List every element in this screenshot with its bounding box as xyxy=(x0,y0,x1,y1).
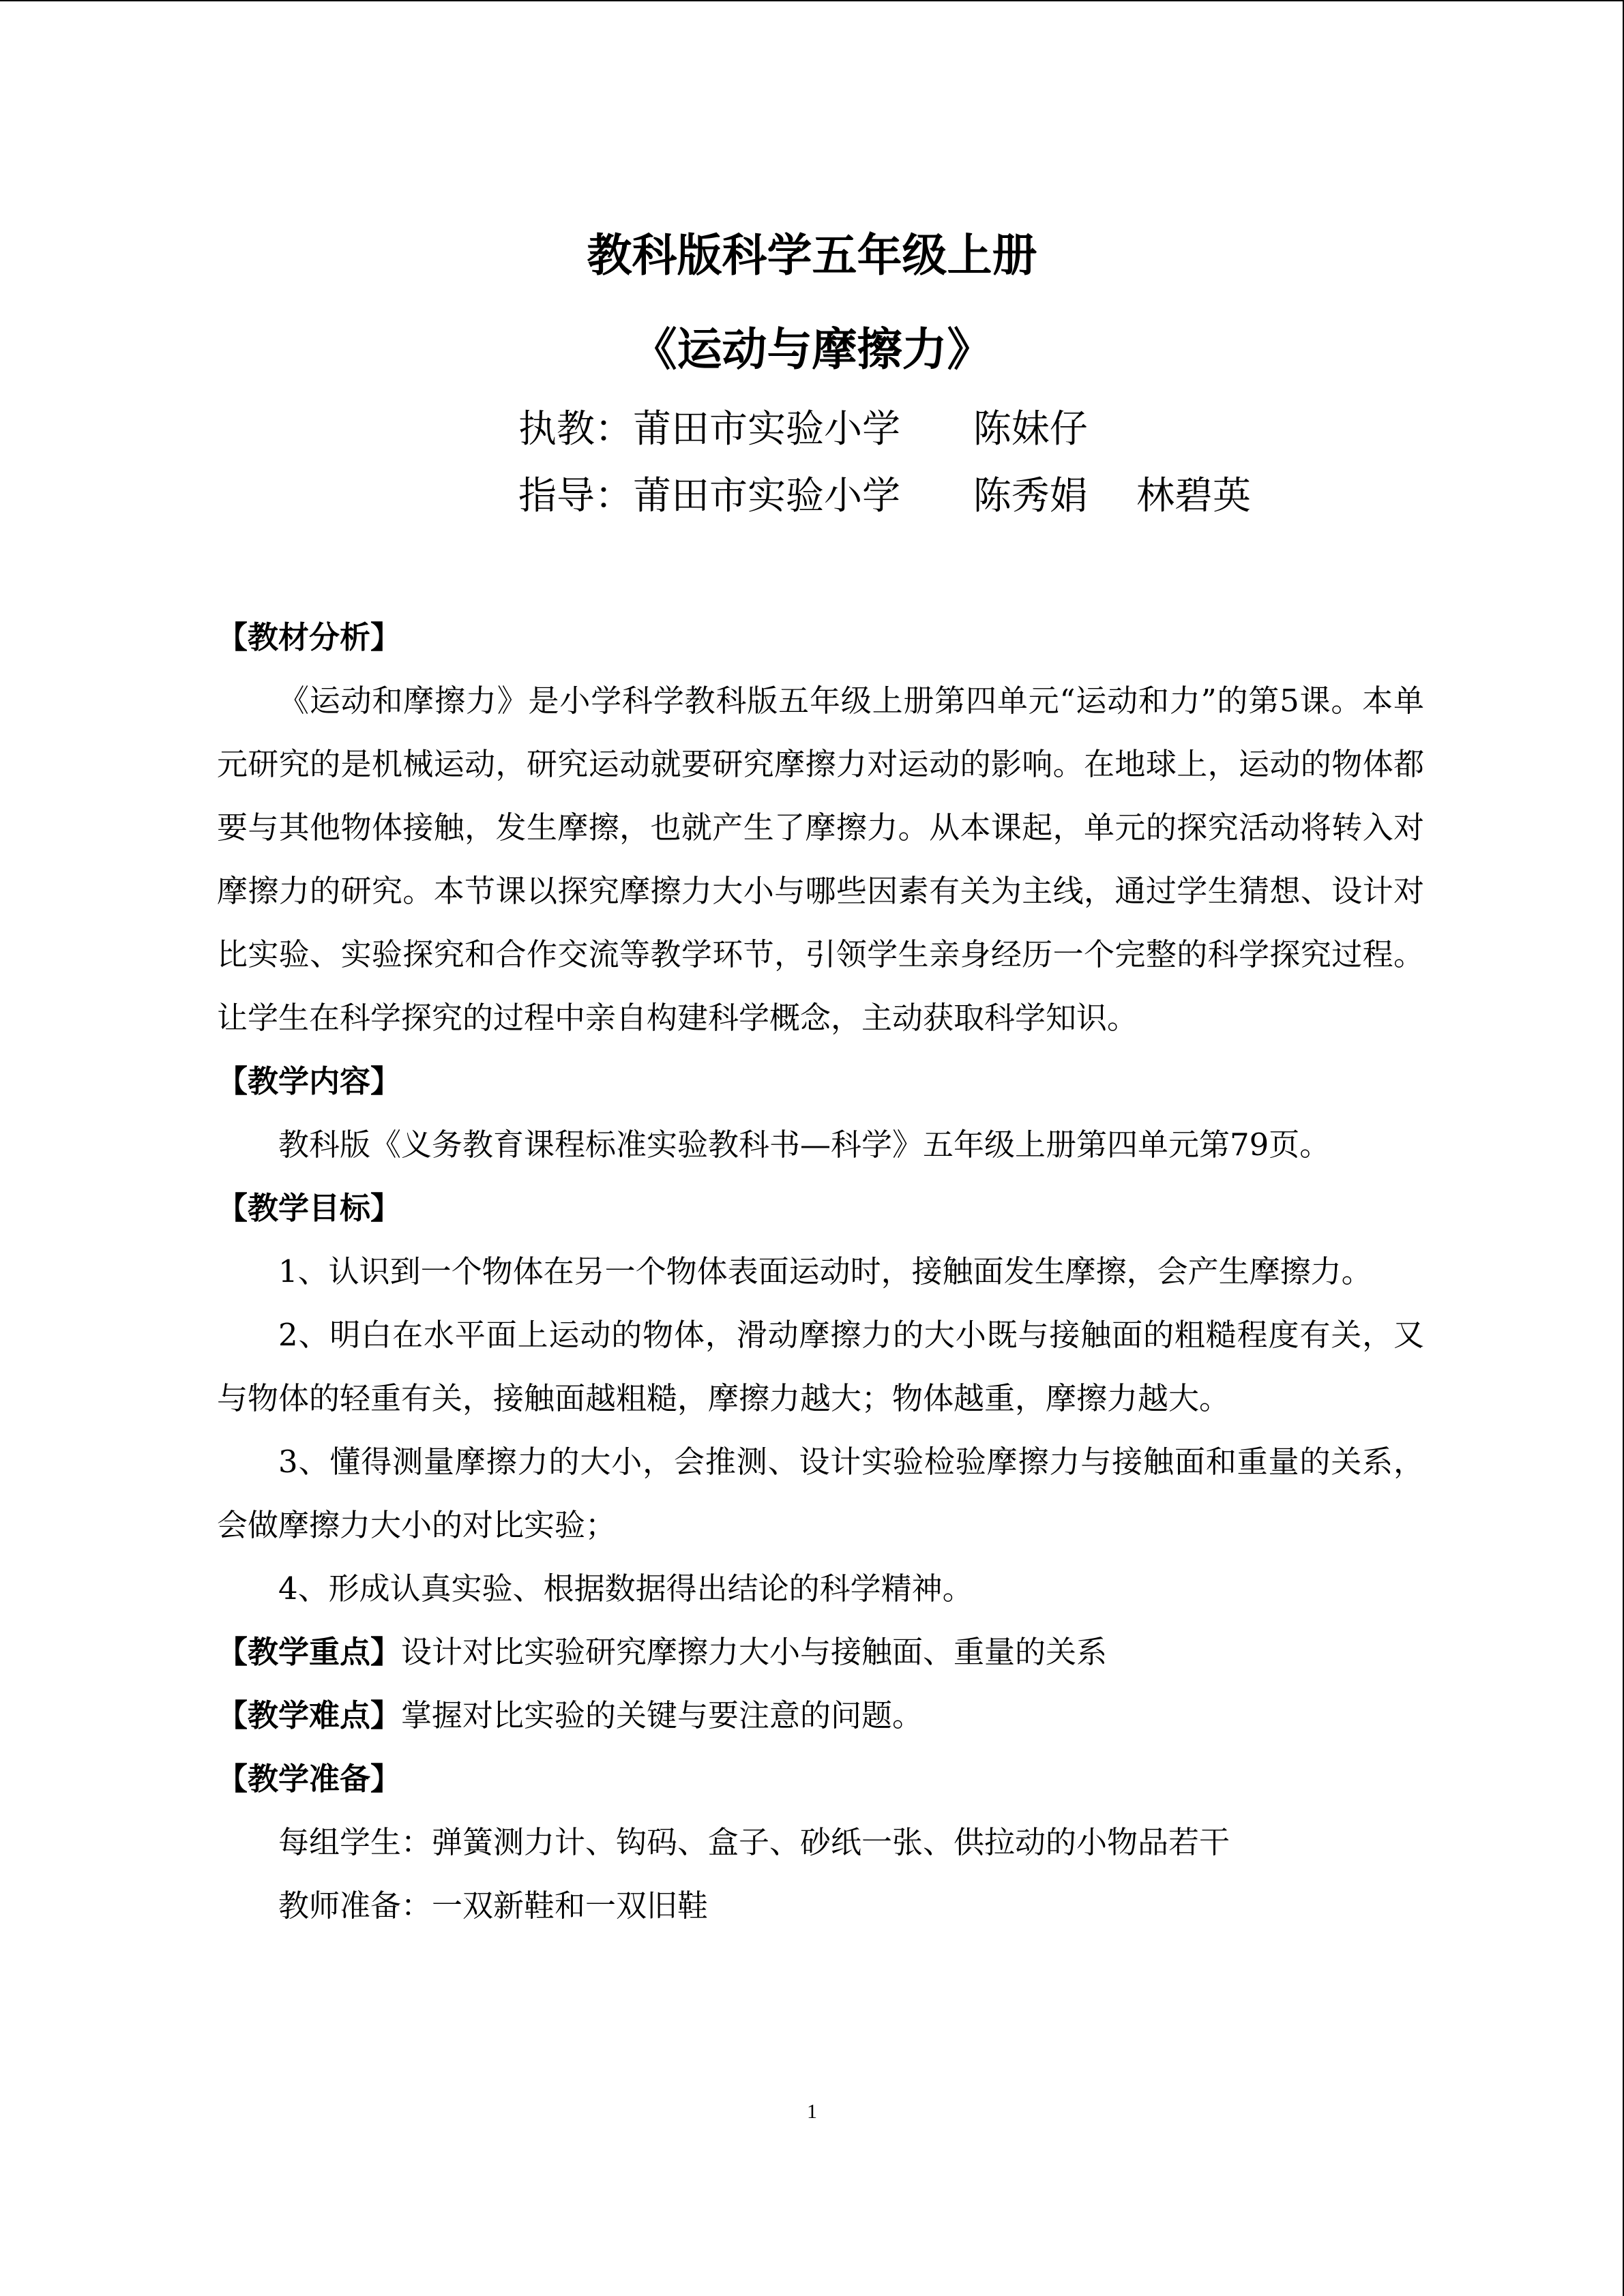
key-point-heading: 【教学重点】 xyxy=(217,1634,402,1670)
document-body xyxy=(217,606,1424,1937)
prep-heading: 【教学准备】 xyxy=(217,1761,402,1797)
goals-heading: 【教学目标】 xyxy=(217,1190,402,1226)
guide-line: 指导：莆田市实验小学 陈秀娟 林碧英 xyxy=(518,474,1252,518)
document-title: 教科版科学五年级上册 xyxy=(587,229,1037,282)
content-paragraph: 教科版《义务教育课程标准实验教科书—科学》五年级上册第四单元第79页。 xyxy=(278,1127,1331,1163)
goal-item: 4、形成认真实验、根据数据得出结论的科学精神。 xyxy=(278,1570,973,1607)
lesson-title: 《运动与摩擦力》 xyxy=(632,323,992,376)
key-point-text: 设计对比实验研究摩擦力大小与接触面、重量的关系 xyxy=(401,1634,1108,1670)
difficulty-text: 掌握对比实验的关键与要注意的问题。 xyxy=(401,1697,924,1733)
page-edge-top xyxy=(0,0,1624,1)
goal-item: 2、明白在水平面上运动的物体，滑动摩擦力的大小既与接触面的粗糙程度有关，又与物体的轻重有关，接触面越粗糙，摩擦力越大；物体越重，摩擦力越大。 xyxy=(217,1317,1424,1416)
page-number: 1 xyxy=(807,2100,817,2123)
key-point-line xyxy=(217,1620,1424,1684)
prep-students: 每组学生：弹簧测力计、钩码、盒子、砂纸一张、供拉动的小物品若干 xyxy=(278,1824,1230,1860)
goal-item: 3、懂得测量摩擦力的大小，会推测、设计实验检验摩擦力与接触面和重量的关系，会做摩擦力大小的对比实验； xyxy=(217,1444,1424,1543)
analysis-heading: 【教材分析】 xyxy=(217,619,402,655)
goal-item: 1、认识到一个物体在另一个物体表面运动时，接触面发生摩擦，会产生摩擦力。 xyxy=(278,1253,1372,1289)
difficulty-line xyxy=(217,1684,1424,1747)
teacher-line: 执教：莆田市实验小学 陈妹仔 xyxy=(518,407,1088,451)
content-heading: 【教学内容】 xyxy=(217,1063,402,1099)
prep-teacher: 教师准备：一双新鞋和一双旧鞋 xyxy=(278,1888,709,1924)
difficulty-heading: 【教学难点】 xyxy=(217,1697,402,1733)
analysis-paragraph: 《运动和摩擦力》是小学科学教科版五年级上册第四单元“运动和力”的第5课。本单元研究的是机械运动，研究运动就要研究摩擦力对运动的影响。在地球上，运动的物体都要与其他物体接触，发生摩擦，也就产生了摩擦力。从本课起，单元的探究活动将转入对摩擦力的研究。本节课以探究摩擦力大小与哪些因素有关为主线，通过学生猜想、设计对比实验、实验探究和合作交流等教学环节，引领学生亲身经历一个完整的科学探究过程。让学生在科学探究的过程中亲自构建科学概念，主动获取科学知识。 xyxy=(217,683,1424,1036)
